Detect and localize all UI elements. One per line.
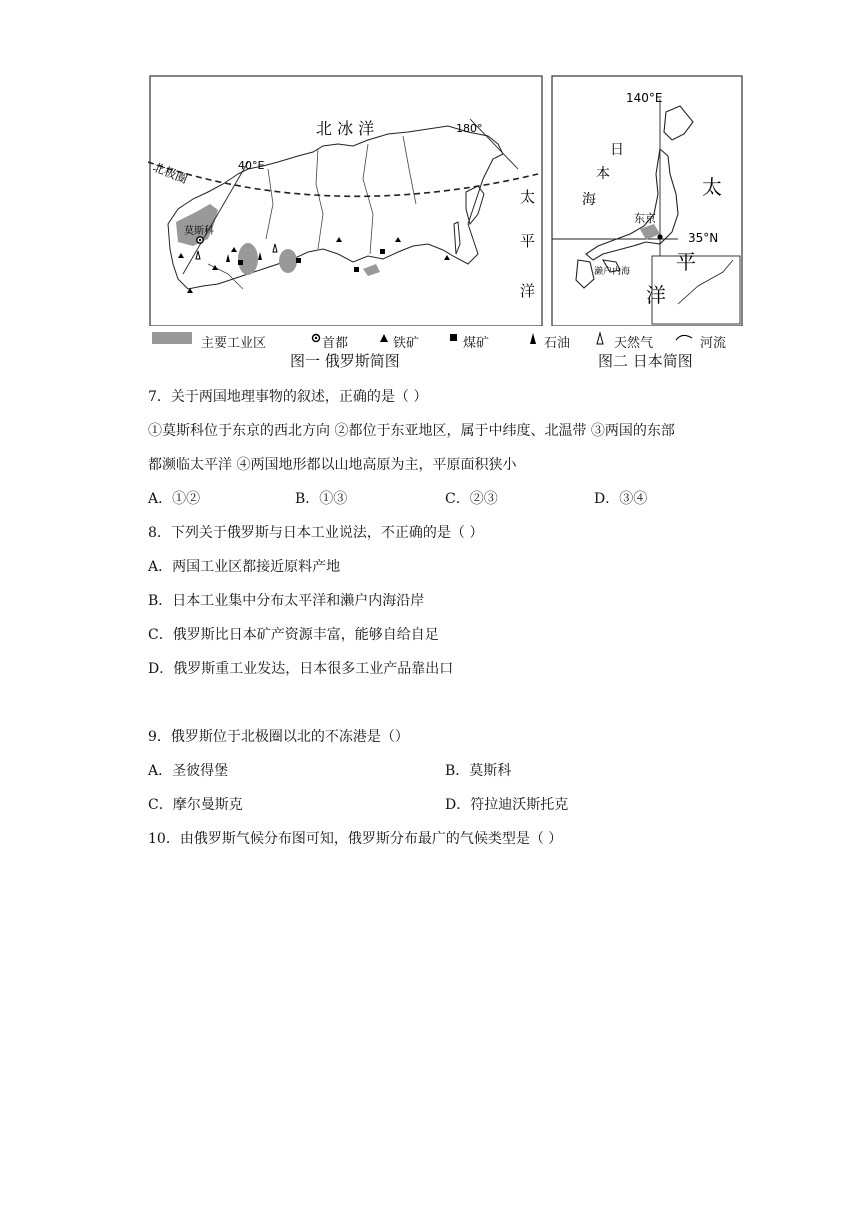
question-10-stem: 10．由俄罗斯气候分布图可知，俄罗斯分布最广的气候类型是（ ）	[148, 831, 563, 847]
question-7-option-a[interactable]: A．①②	[148, 491, 201, 507]
sea-of-japan-label-1: 日	[610, 142, 624, 158]
question-9-option-c[interactable]: C．摩尔曼斯克	[148, 797, 243, 813]
meridian-40-label: 40°E	[238, 159, 265, 172]
japan-pacific-label-2: 平	[676, 250, 696, 274]
question-7-statements-line1: ①莫斯科位于东京的西北方向 ②都位于东亚地区，属于中纬度、北温带 ③两国的东部	[148, 423, 675, 439]
legend-area-swatch	[152, 332, 192, 344]
industrial-area-ural	[238, 243, 258, 275]
meridian-180-label: 180°	[456, 122, 483, 135]
question-7-statements-line2: 都濒临太平洋 ④两国地形都以山地高原为主，平原面积狭小	[148, 457, 517, 473]
maps-figure	[148, 74, 744, 374]
question-8-option-a[interactable]: A．两国工业区都接近原料产地	[148, 559, 341, 575]
legend-river-label: 河流	[700, 336, 727, 351]
tokyo-label: 东京	[634, 212, 656, 225]
arctic-ocean-label: 北 冰 洋	[316, 119, 375, 138]
question-8-option-c[interactable]: C．俄罗斯比日本矿产资源丰富，能够自给自足	[148, 627, 439, 643]
question-8-stem: 8．下列关于俄罗斯与日本工业说法，不正确的是（ ）	[148, 525, 484, 541]
question-9-option-d[interactable]: D．符拉迪沃斯托克	[445, 797, 569, 813]
question-7-option-b[interactable]: B．①③	[295, 491, 348, 507]
russia-pacific-label-1: 太	[520, 188, 536, 206]
question-7-stem: 7．关于两国地理事物的叙述，正确的是（ ）	[148, 389, 428, 405]
russia-map-frame	[150, 76, 542, 326]
question-8-option-b[interactable]: B．日本工业集中分布太平洋和濑户内海沿岸	[148, 593, 425, 609]
russia-map-caption: 图一 俄罗斯简图	[290, 352, 400, 370]
arctic-circle-label: 北极圈	[150, 159, 190, 187]
parallel-35-label: 35°N	[688, 231, 719, 245]
legend-oil-label: 石油	[544, 336, 571, 351]
legend-gas-label: 天然气	[614, 336, 654, 351]
question-8-option-d[interactable]: D．俄罗斯重工业发达，日本很多工业产品靠出口	[148, 661, 454, 677]
question-9-stem: 9．俄罗斯位于北极圈以北的不冻港是（）	[148, 729, 409, 745]
meridian-140-label: 140°E	[626, 91, 663, 105]
japan-pacific-label-1: 太	[702, 175, 722, 199]
japan-map-caption: 图二 日本简图	[598, 352, 693, 370]
question-7-option-c[interactable]: C．②③	[445, 491, 498, 507]
moscow-label: 莫斯科	[184, 226, 214, 237]
legend-industrial-label: 主要工业区	[201, 336, 267, 351]
sea-of-japan-label-3: 海	[582, 192, 596, 208]
question-9-option-b[interactable]: B．莫斯科	[445, 763, 512, 779]
industrial-area-siberia	[279, 249, 297, 273]
question-9-option-a[interactable]: A．圣彼得堡	[148, 763, 229, 779]
legend-iron-label: 铁矿	[393, 336, 420, 351]
legend-coal-label: 煤矿	[463, 336, 490, 351]
sea-of-japan-label-2: 本	[596, 166, 610, 182]
russia-pacific-label-2: 平	[520, 232, 536, 250]
inland-sea-label: 濑户内海	[594, 267, 631, 277]
japan-pacific-label-3: 洋	[646, 283, 666, 307]
legend-capital-label: 首都	[322, 336, 349, 351]
russia-pacific-label-3: 洋	[520, 282, 536, 300]
question-7-option-d[interactable]: D．③④	[594, 491, 648, 507]
